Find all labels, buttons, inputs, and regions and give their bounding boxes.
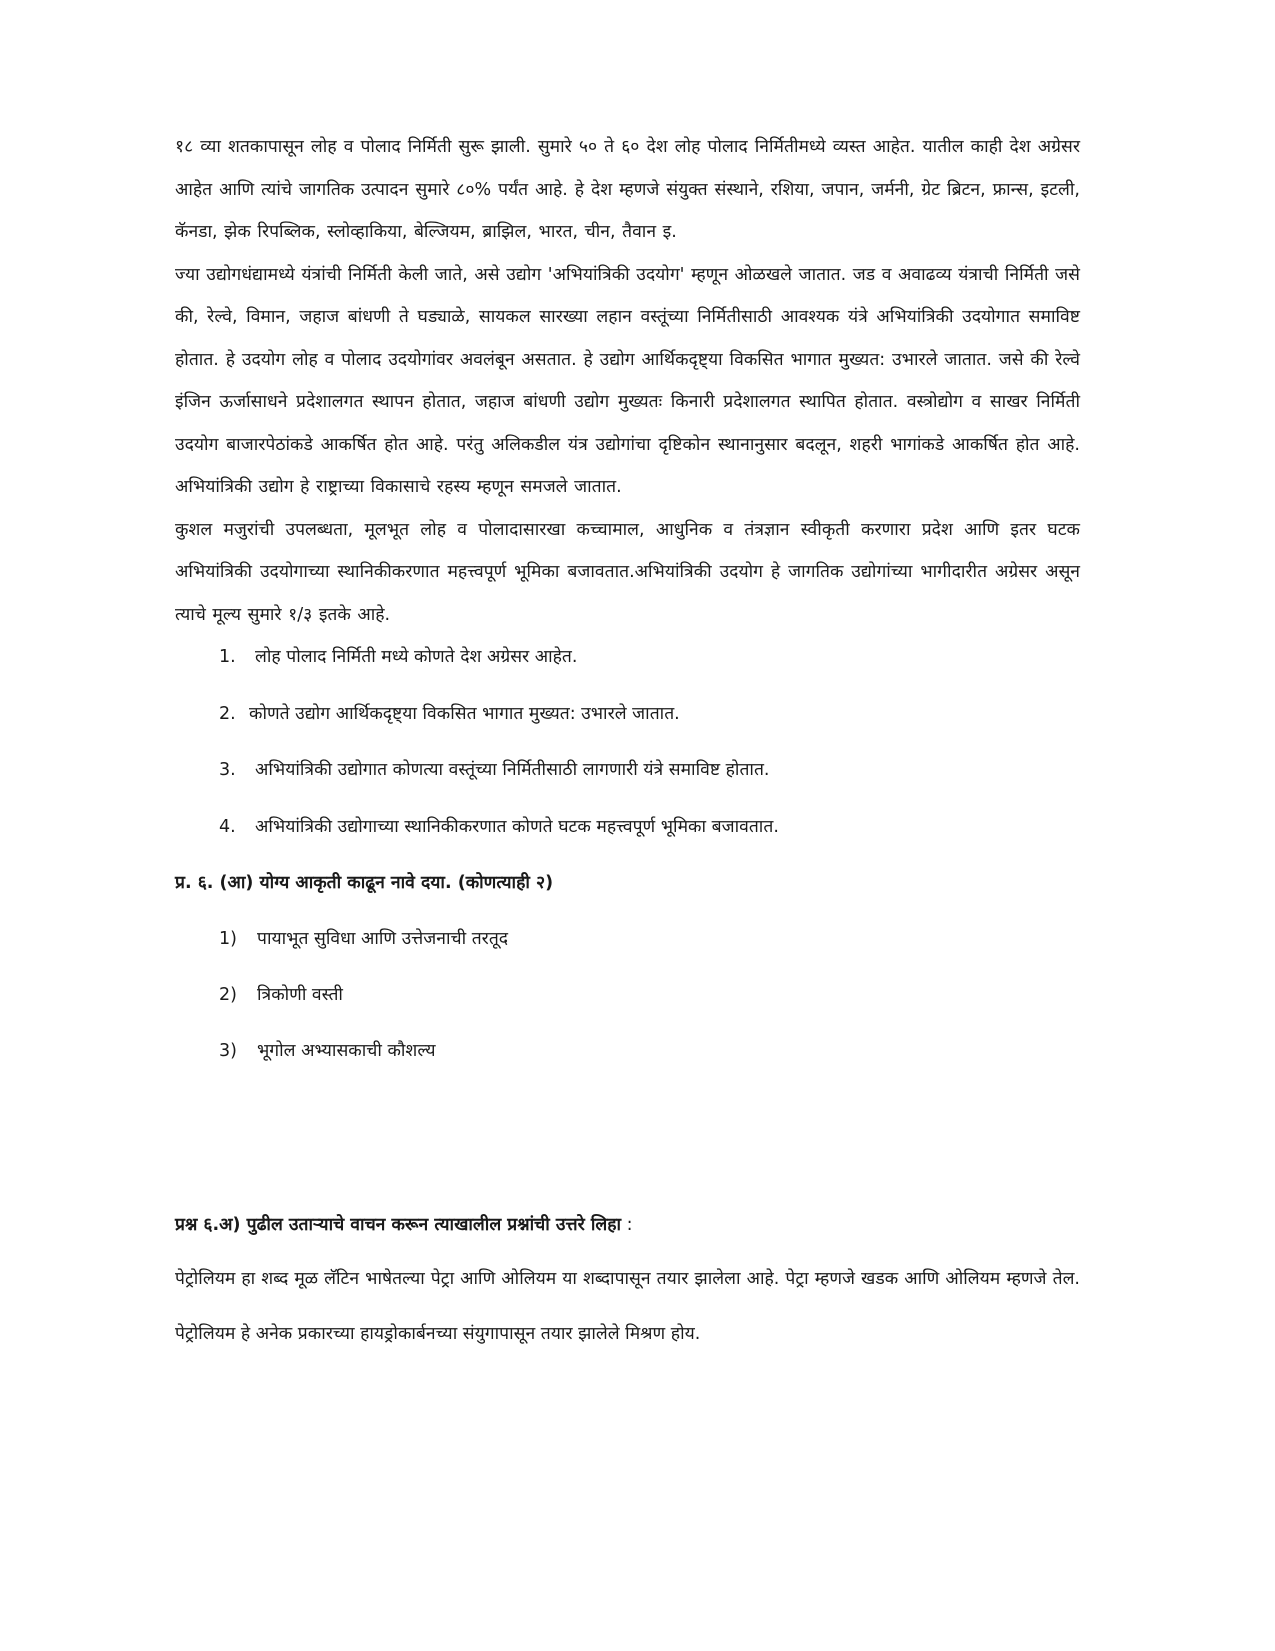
item-number: 3) [219,1041,237,1061]
heading-colon: : [621,1215,633,1235]
question-number: 1. [219,647,236,667]
list-item [175,636,1080,693]
item-number: 1) [219,929,237,949]
page-content [175,126,1080,1362]
question-list [175,636,1080,862]
question-text: लोह पोलाद निर्मिती मध्ये कोणते देश अग्रेसर आहेत. [255,647,578,667]
section-heading-passage [175,1204,1080,1246]
question-text: कोणते उद्योग आर्थिकदृष्ट्या विकसित भागात मुख्यत: उभारले जातात. [249,703,680,724]
question-number: 3. [219,760,236,780]
section-heading-diagrams: प्र. ६. (आ) योग्य आकृती काढून नावे दया. (कोणत्याही २) [175,873,554,893]
item-text: त्रिकोणी वस्ती [257,985,343,1005]
question-text: अभियांत्रिकी उद्योगात कोणत्या वस्तूंच्या निर्मितीसाठी लागणारी यंत्रे समाविष्ट होतात. [255,760,770,780]
paragraph-petroleum: पेट्रोलियम हा शब्द मूळ लॅटिन भाषेतल्या पेट्रा आणि ओलियम या शब्दापासून तयार झालेला आहे. पेट्रा म्हणजे खडक आणि ओलियम म्हणजे तेल. पेट्रोलियम हे अनेक प्रकारच्या हायड्रोकार्बनच्या संयुगापासून तयार झालेले मिश्रण होय. [175,1269,1080,1344]
item-text: पायाभूत सुविधा आणि उत्तेजनाची तरतूद [257,929,509,949]
item-number: 2) [219,985,237,1005]
paragraph-localization-factors: कुशल मजुरांची उपलब्धता, मूलभूत लोह व पोलादासारखा कच्चामाल, आधुनिक व तंत्रज्ञान स्वीकृती करणारा प्रदेश आणि इतर घटक अभियांत्रिकी उदयोगाच्या स्थानिकीकरणात महत्त्वपूर्ण भूमिका बजावतात.अभियांत्रिकी उदयोग हे जागतिक उद्योगांच्या भागीदारीत अग्रेसर असून त्याचे मूल्य सुमारे १/३ इतके आहे. [175,519,1080,625]
list-item [175,749,1080,806]
list-item [175,1030,1080,1086]
question-text: अभियांत्रिकी उद्योगाच्या स्थानिकीकरणात कोणते घटक महत्त्वपूर्ण भूमिका बजावतात. [255,816,779,837]
list-item [175,918,1080,974]
question-number: 2. [219,703,236,724]
paragraph-iron-steel: १८ व्या शतकापासून लोह व पोलाद निर्मिती सुरू झाली. सुमारे ५० ते ६० देश लोह पोलाद निर्मितीमध्ये व्यस्त आहेत. यातील काही देश अग्रेसर आहेत आणि त्यांचे जागतिक उत्पादन सुमारे ८०% पर्यंत आहे. हे देश म्हणजे संयुक्त संस्थाने, रशिया, जपान, जर्मनी, ग्रेट ब्रिटन, फ्रान्स, इटली, कॅनडा, झेक रिपब्लिक, स्लोव्हाकिया, बेल्जियम, ब्राझिल, भारत, चीन, तैवान इ. [175,137,1080,242]
list-item [175,693,1080,750]
question-number: 4. [219,816,236,837]
paragraph-engineering-industry: ज्या उद्योगधंद्यामध्ये यंत्रांची निर्मिती केली जाते, असे उद्योग 'अभियांत्रिकी उदयोग' म्हणून ओळखले जातात. जड व अवाढव्य यंत्राची निर्मिती जसे की, रेल्वे, विमान, जहाज बांधणी ते घड्याळे, सायकल सारख्या लहान वस्तूंच्या निर्मितीसाठी आवश्यक यंत्रे अभियांत्रिकी उदयोगात समाविष्ट होतात. हे उदयोग लोह व पोलाद उदयोगांवर अवलंबून असतात. हे उद्योग आर्थिकदृष्ट्या विकसित भागात मुख्यत: उभारले जातात. जसे की रेल्वे इंजिन ऊर्जासाधने प्रदेशालगत स्थापन होतात, जहाज बांधणी उद्योग मुख्यतः किनारी प्रदेशालगत स्थापित होतात. वस्त्रोद्योग व साखर निर्मिती उदयोग बाजारपेठांकडे आकर्षित होत आहे. परंतु अलिकडील यंत्र उद्योगांचा दृष्टिकोन स्थानानुसार बदलून, शहरी भागांकडे आकर्षित होत आहे. अभियांत्रिकी उद्योग हे राष्ट्राच्या विकासाचे रहस्य म्हणून समजले जातात. [175,264,1080,497]
list-item [175,806,1080,863]
list-item [175,974,1080,1030]
item-text: भूगोल अभ्यासकाची कौशल्य [257,1041,436,1061]
diagram-topic-list [175,918,1080,1086]
section-heading-passage-text: प्रश्न ६.अ) पुढील उताऱ्याचे वाचन करून त्याखालील प्रश्नांची उत्तरे लिहा [175,1215,622,1235]
spacer [175,1086,1080,1204]
